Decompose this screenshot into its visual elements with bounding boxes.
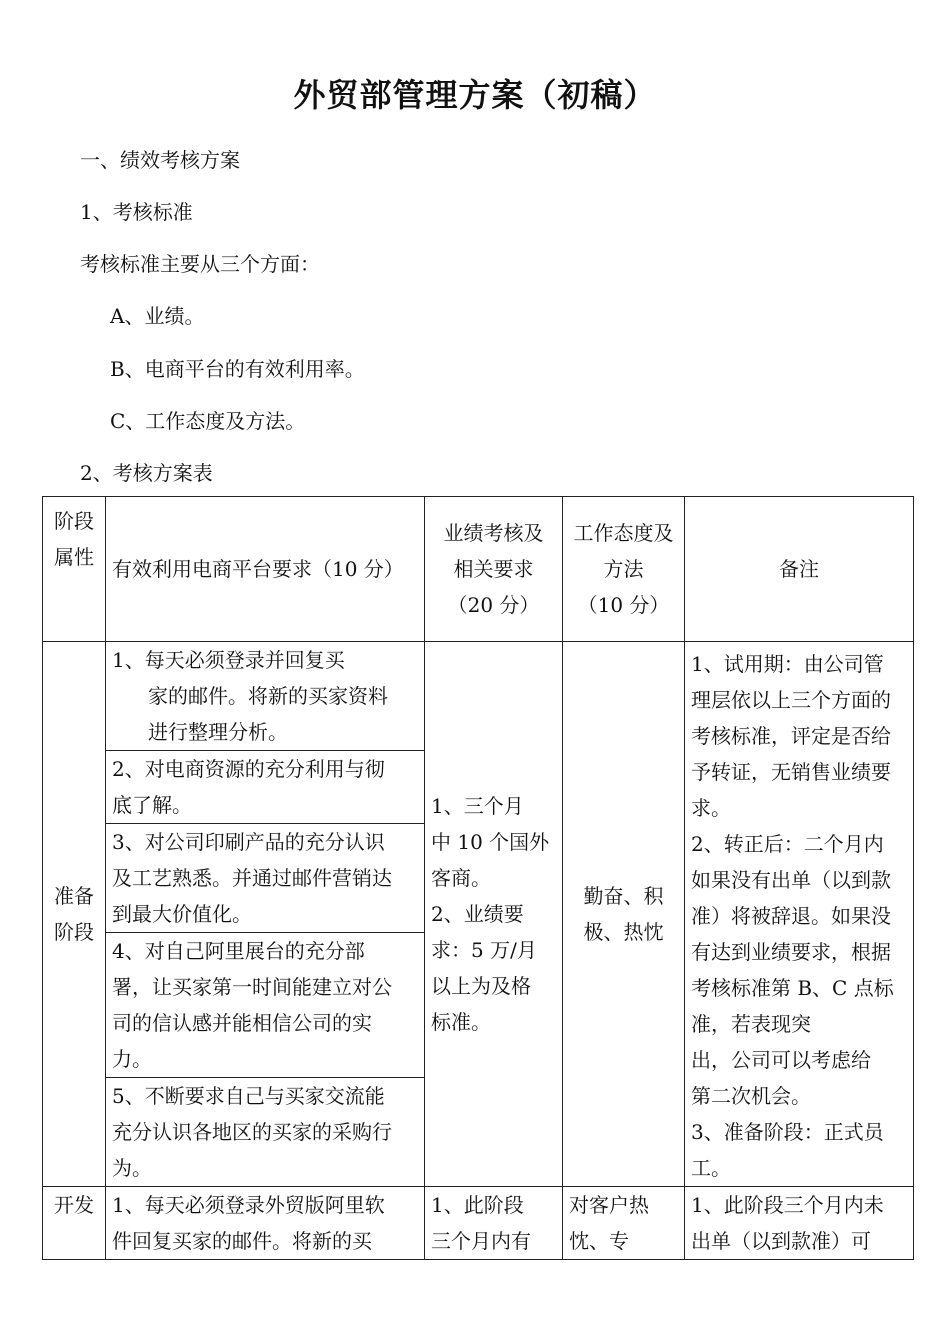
dev-platform: 1、每天必须登录外贸版阿里软 件回复买家的邮件。将新的买: [106, 1187, 425, 1260]
platform-item-1: [106, 642, 425, 751]
header-performance: 业绩考核及 相关要求 （20 分）: [425, 497, 563, 642]
platform-item-1-continuation: 家的邮件。将新的买家资料 进行整理分析。: [148, 684, 388, 744]
criteria-intro: 考核标准主要从三个方面：: [80, 252, 320, 276]
table-row: [43, 642, 914, 751]
section-heading-performance-assessment: 一、绩效考核方案: [80, 148, 240, 172]
table-row: [43, 1187, 914, 1260]
stage-dev: 开发: [43, 1187, 106, 1260]
platform-item-5: 5、不断要求自己与买家交流能 充分认识各地区的买家的采购行 为。: [106, 1078, 425, 1187]
aspect-b: B、电商平台的有效利用率。: [110, 357, 365, 381]
stage-prep: 准备 阶段: [43, 642, 106, 1187]
header-remarks: 备注: [685, 497, 914, 642]
prep-performance: 1、三个月 中 10 个国外 客商。 2、业绩要 求：5 万/月 以上为及格 标准。: [425, 642, 563, 1187]
assessment-table: [42, 496, 914, 1260]
dev-remarks: 1、此阶段三个月内未 出单（以到款准）可: [685, 1187, 914, 1260]
platform-item-1-first-line: 1、每天必须登录并回复买: [112, 648, 345, 672]
header-stage: 阶段 属性: [43, 497, 106, 642]
aspect-a: A、业绩。: [110, 304, 205, 328]
table-header-row: [43, 497, 914, 642]
dev-attitude: 对客户热 忱、专: [563, 1187, 685, 1260]
dev-performance: 1、此阶段 三个月内有: [425, 1187, 563, 1260]
prep-attitude: 勤奋、积 极、热忱: [563, 642, 685, 1187]
item-assessment-table: 2、考核方案表: [80, 461, 213, 485]
platform-item-2: 2、对电商资源的充分利用与彻 底了解。: [106, 751, 425, 824]
prep-remarks: 1、试用期：由公司管 理层依以上三个方面的 考核标准，评定是否给 予转证，无销售业绩要 求。 2、转正后：二个月内 如果没有出单（以到款 准）将被辞退。如果没 有达到业绩要求，根据 考核标准第 B、C 点标 准，若表现突 出，公司可以考虑给 第二次机会。 3、准备阶段：正式员 工。: [685, 642, 914, 1187]
platform-item-3: 3、对公司印刷产品的充分认识 及工艺熟悉。并通过邮件营销达 到最大价值化。: [106, 824, 425, 933]
document-title: 外贸部管理方案（初稿）: [293, 76, 657, 114]
platform-item-4: 4、对自己阿里展台的充分部 署，让买家第一时间能建立对公 司的信认感并能相信公司的实 力。: [106, 933, 425, 1078]
header-attitude: 工作态度及 方法 （10 分）: [563, 497, 685, 642]
aspect-c: C、工作态度及方法。: [110, 409, 306, 433]
item-assessment-criteria: 1、考核标准: [80, 200, 193, 224]
header-platform: 有效利用电商平台要求（10 分）: [106, 497, 425, 642]
